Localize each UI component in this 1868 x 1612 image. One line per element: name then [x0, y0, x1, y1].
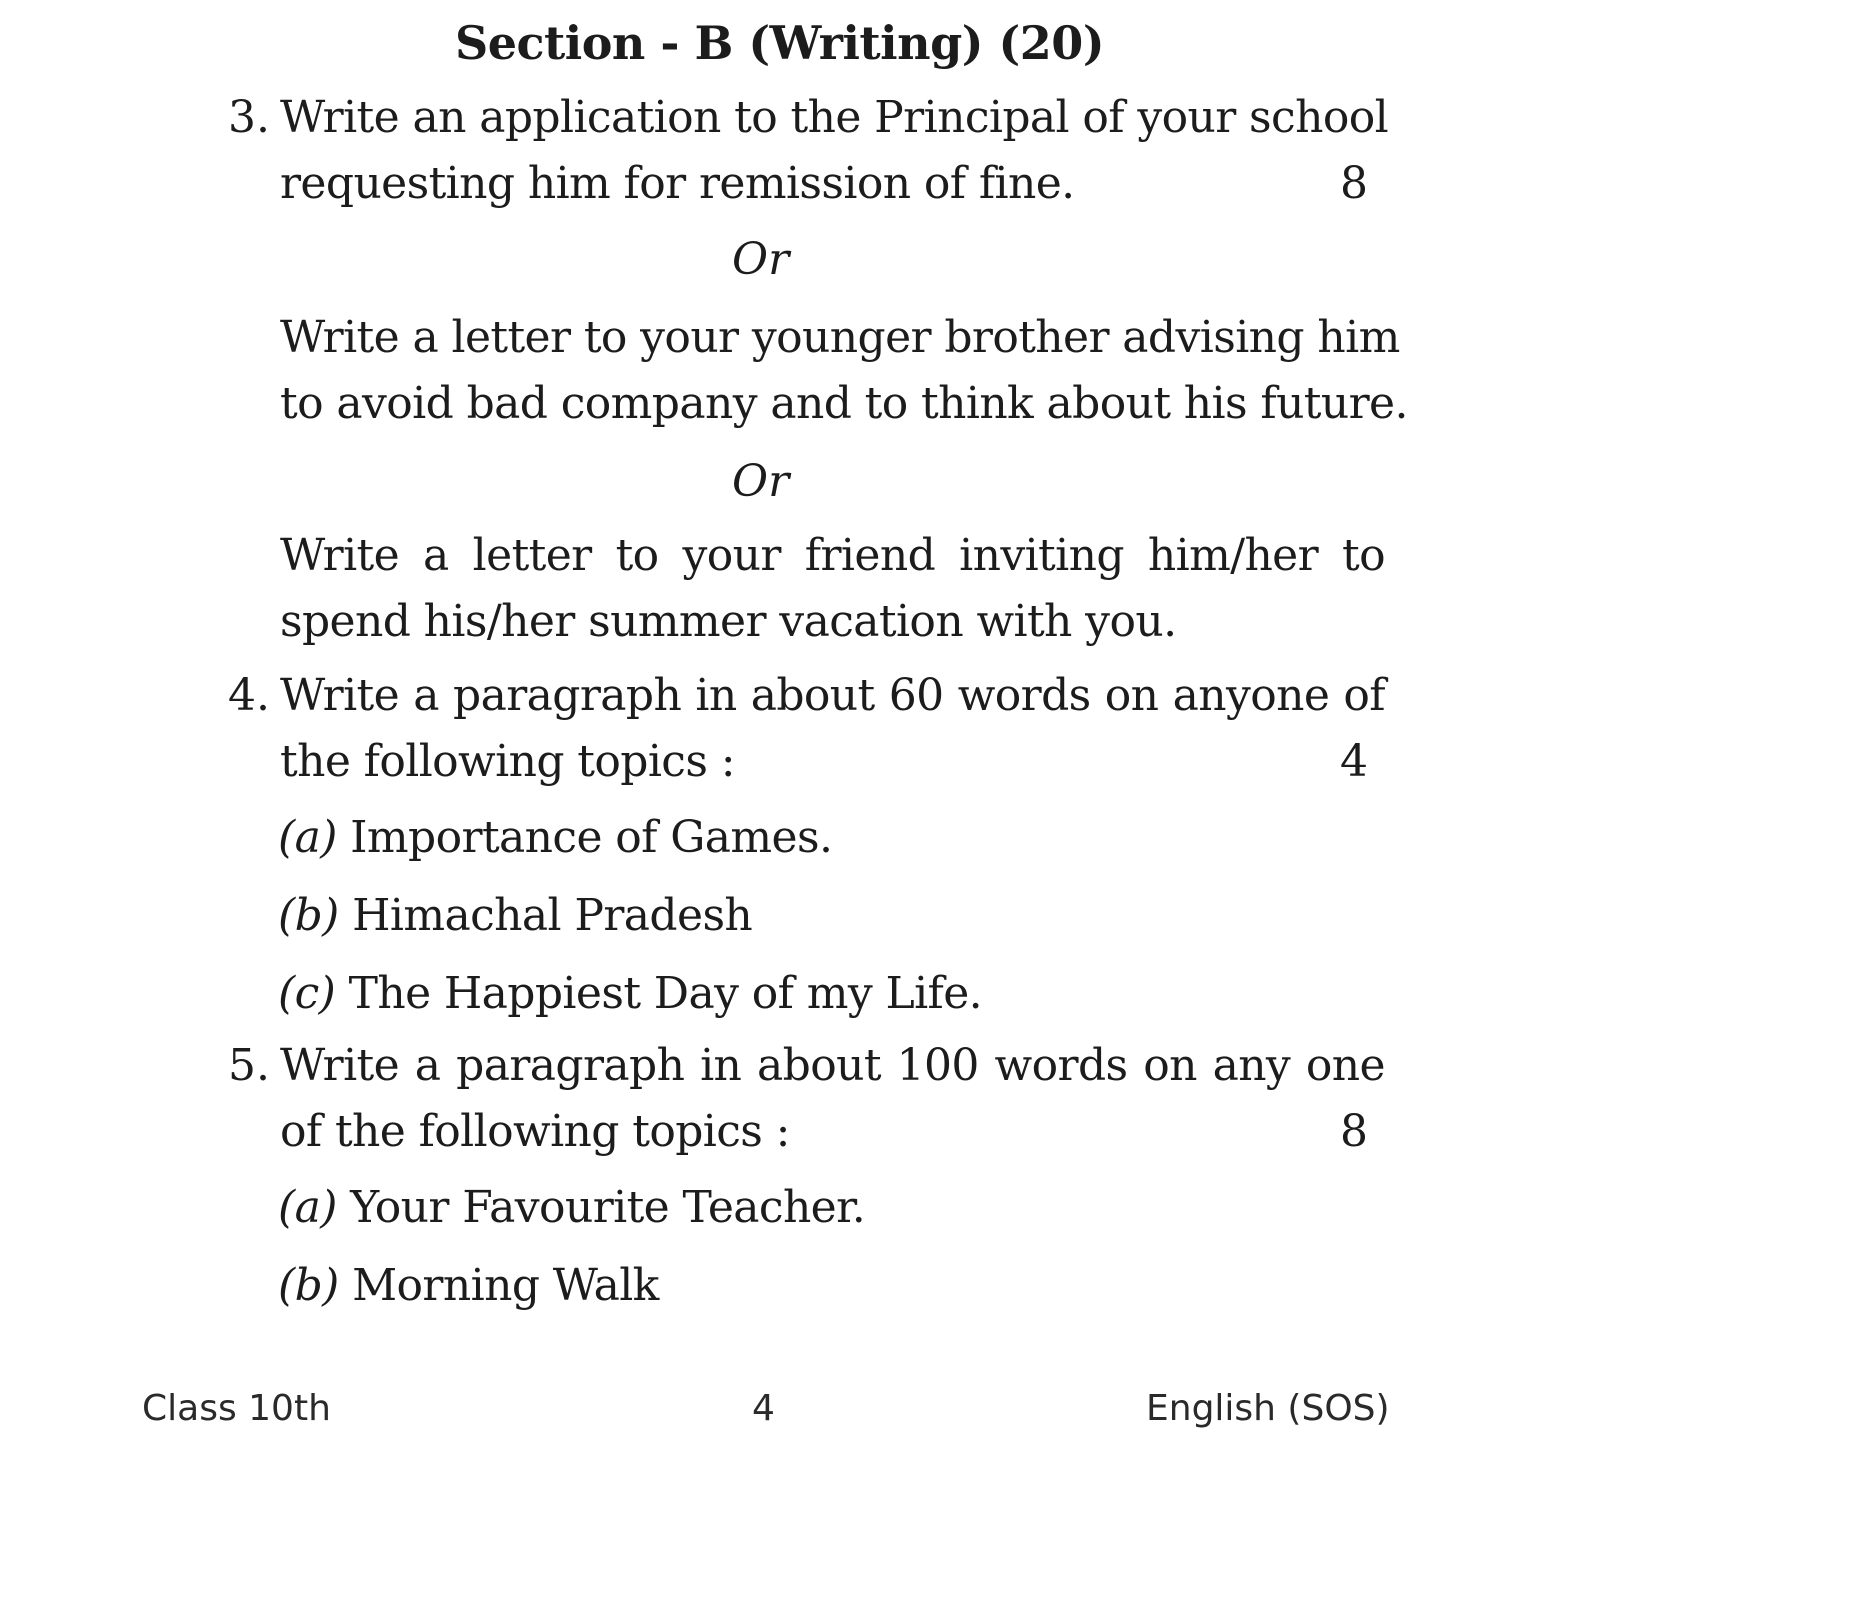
q3-number: 3. — [228, 92, 270, 143]
option-letter: (b) — [278, 890, 339, 941]
option-text: Your Favourite Teacher. — [350, 1182, 866, 1233]
q5-option-a — [278, 1182, 865, 1233]
option-text: The Happiest Day of my Life. — [348, 968, 983, 1019]
option-letter: (a) — [278, 812, 337, 863]
footer-subject: English (SOS) — [1146, 1388, 1390, 1429]
option-letter: (a) — [278, 1182, 337, 1233]
footer-page-number: 4 — [752, 1388, 775, 1429]
q3-alt2-line-1: Write a letter to your friend inviting him/her to — [280, 530, 1385, 581]
q3-line-2: requesting him for remission of fine. — [280, 158, 1075, 209]
q4-line-2: the following topics : — [280, 736, 735, 787]
q5-line-1: Write a paragraph in about 100 words on any one — [280, 1040, 1385, 1091]
q5-marks: 8 — [1340, 1106, 1368, 1157]
option-text: Himachal Pradesh — [352, 890, 753, 941]
q5-option-b — [278, 1260, 659, 1311]
q3-marks: 8 — [1340, 158, 1368, 209]
q3-alt1-line-1: Write a letter to your younger brother advising him — [280, 312, 1400, 363]
section-title: Section - B (Writing) (20) — [455, 16, 1105, 70]
q3-line-1: Write an application to the Principal of your school — [280, 92, 1389, 143]
q3-or-2: Or — [732, 456, 790, 507]
q3-alt1-line-2: to avoid bad company and to think about his future. — [280, 378, 1408, 429]
q5-number: 5. — [228, 1040, 270, 1091]
q5-line-2: of the following topics : — [280, 1106, 790, 1157]
option-text: Morning Walk — [352, 1260, 659, 1311]
q4-line-1: Write a paragraph in about 60 words on anyone of — [280, 670, 1385, 721]
q3-or-1: Or — [732, 234, 790, 285]
option-letter: (b) — [278, 1260, 339, 1311]
footer-class: Class 10th — [142, 1388, 331, 1429]
q4-option-b — [278, 890, 752, 941]
option-text: Importance of Games. — [350, 812, 833, 863]
q4-number: 4. — [228, 670, 270, 721]
q4-marks: 4 — [1340, 736, 1368, 787]
q4-option-c — [278, 968, 982, 1019]
q3-alt2-line-2: spend his/her summer vacation with you. — [280, 596, 1177, 647]
option-letter: (c) — [278, 968, 336, 1019]
q4-option-a — [278, 812, 832, 863]
